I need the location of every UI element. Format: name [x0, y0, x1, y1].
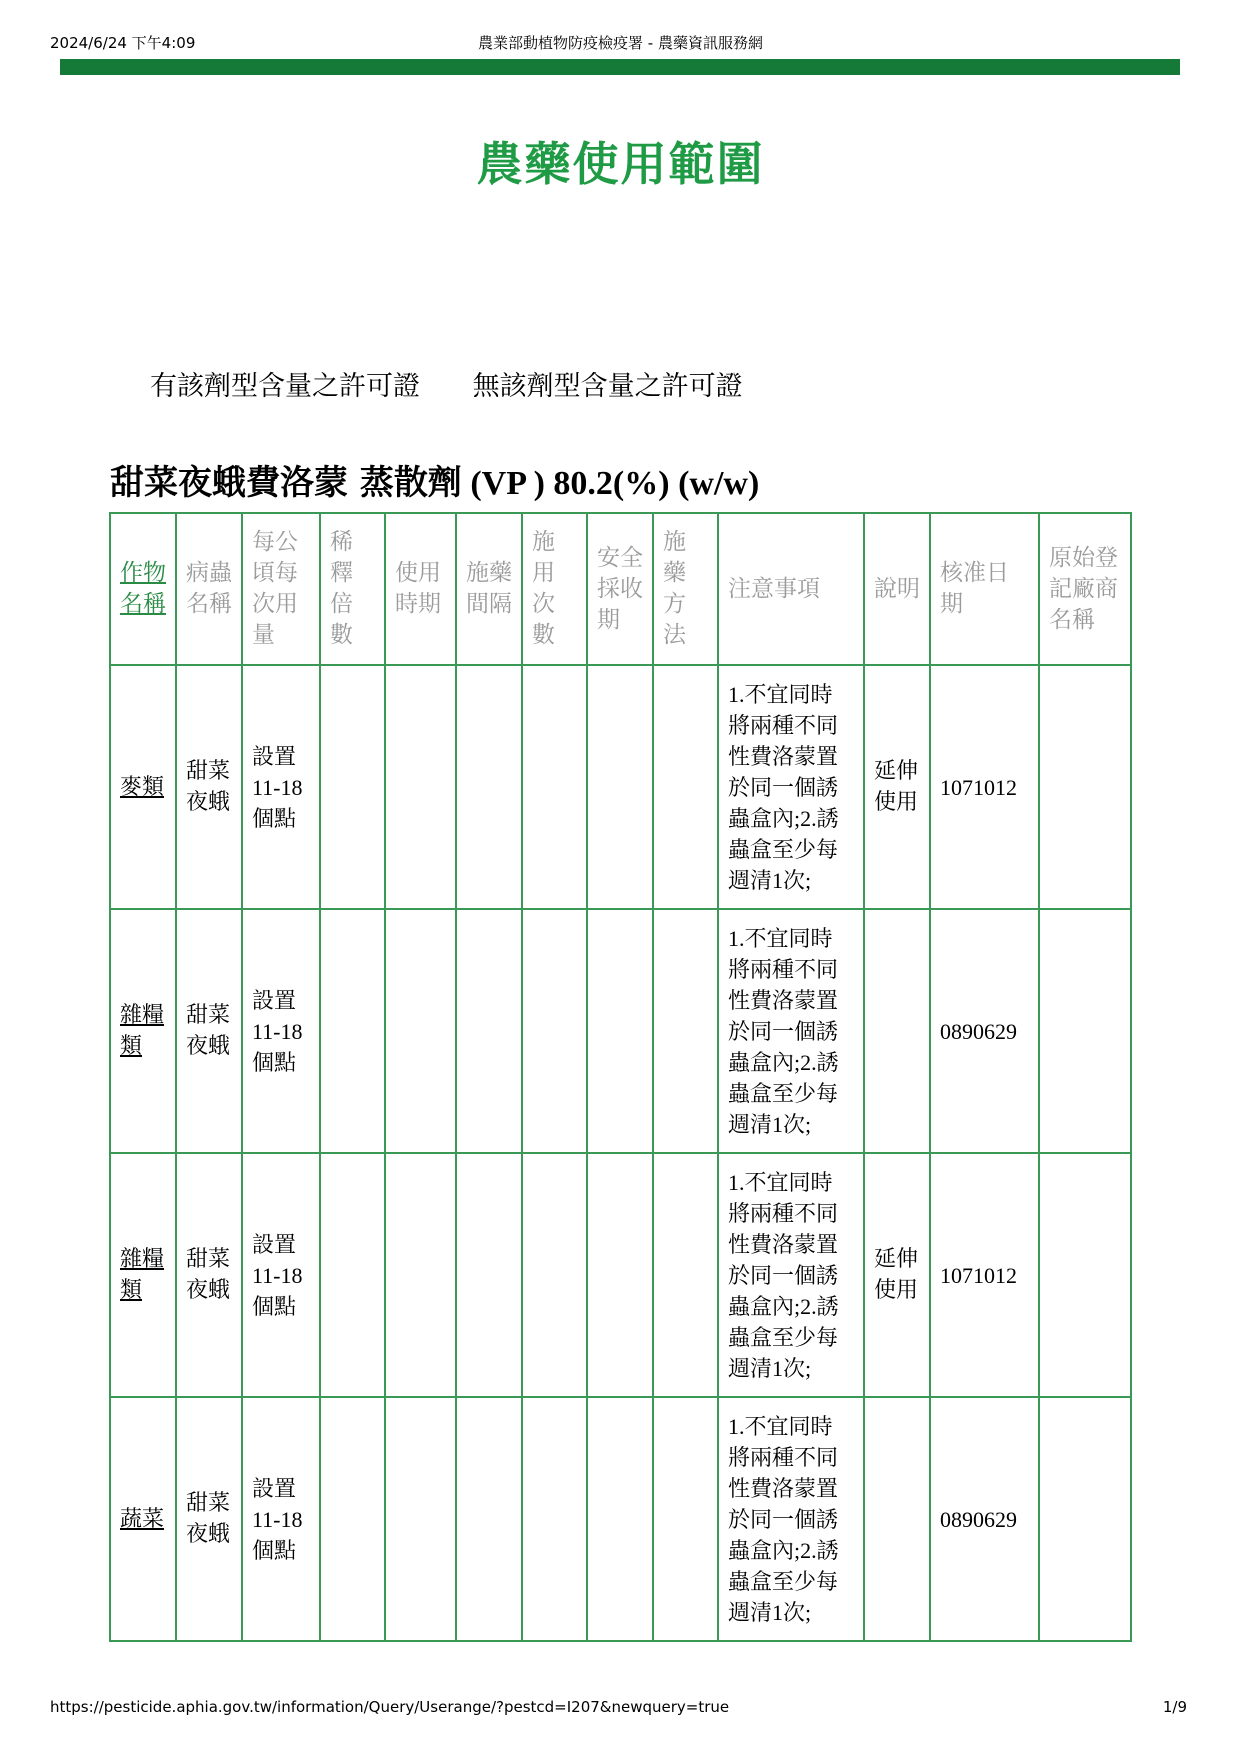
tab-without-license[interactable]: 無該劑型含量之許可證: [472, 371, 743, 402]
approval-date-cell: 1071012: [930, 665, 1039, 909]
timing-cell: [385, 1397, 456, 1641]
tab-with-license[interactable]: 有該劑型含量之許可證: [150, 371, 420, 402]
crop-link[interactable]: 雜糧類: [110, 1153, 176, 1397]
crop-link[interactable]: 雜糧類: [110, 909, 176, 1153]
table-header-row: [110, 513, 1131, 665]
header-phi: 安全採收期: [587, 513, 653, 665]
license-tabs: [150, 364, 787, 403]
approval-date-cell: 1071012: [930, 1153, 1039, 1397]
site-title: 農業部動植物防疫檢疫署 - 農藥資訊服務網: [478, 34, 763, 52]
phi-cell: [587, 1397, 653, 1641]
notes-cell: 1.不宜同時將兩種不同性費洛蒙置於同一個誘蟲盒內;2.誘蟲盒至少每週清1次;: [718, 909, 864, 1153]
interval-cell: [456, 1153, 522, 1397]
dilution-cell: [320, 1153, 385, 1397]
phi-cell: [587, 1153, 653, 1397]
product-heading: [110, 455, 759, 504]
times-cell: [522, 1153, 587, 1397]
remark-cell: 延伸使用: [864, 1153, 930, 1397]
product-formulation: 蒸散劑 (VP ) 80.2(%) (w/w): [359, 465, 760, 502]
header-notes: 注意事項: [718, 513, 864, 665]
registrant-cell: [1039, 1153, 1131, 1397]
dose-cell: 設置11-18個點: [242, 1153, 320, 1397]
remark-cell: [864, 909, 930, 1153]
notes-cell: 1.不宜同時將兩種不同性費洛蒙置於同一個誘蟲盒內;2.誘蟲盒至少每週清1次;: [718, 665, 864, 909]
phi-cell: [587, 665, 653, 909]
header-method: 施藥方法: [653, 513, 718, 665]
registrant-cell: [1039, 1397, 1131, 1641]
usage-table: [109, 512, 1132, 1642]
dose-cell: 設置11-18個點: [242, 909, 320, 1153]
header-times: 施用次數: [522, 513, 587, 665]
header-interval: 施藥間隔: [456, 513, 522, 665]
page-number: 1/9: [1162, 1698, 1187, 1716]
phi-cell: [587, 909, 653, 1153]
times-cell: [522, 665, 587, 909]
pest-cell: 甜菜夜蛾: [176, 1397, 242, 1641]
notes-cell: 1.不宜同時將兩種不同性費洛蒙置於同一個誘蟲盒內;2.誘蟲盒至少每週清1次;: [718, 1397, 864, 1641]
pest-cell: 甜菜夜蛾: [176, 1153, 242, 1397]
table-row: [110, 1397, 1131, 1641]
timing-cell: [385, 1153, 456, 1397]
notes-cell: 1.不宜同時將兩種不同性費洛蒙置於同一個誘蟲盒內;2.誘蟲盒至少每週清1次;: [718, 1153, 864, 1397]
registrant-cell: [1039, 665, 1131, 909]
header-crop[interactable]: 作物名稱: [110, 513, 176, 665]
page-title: 農藥使用範圍: [476, 137, 765, 191]
times-cell: [522, 909, 587, 1153]
print-datetime: 2024/6/24 下午4:09: [50, 34, 196, 52]
dose-cell: 設置11-18個點: [242, 665, 320, 909]
dilution-cell: [320, 1397, 385, 1641]
times-cell: [522, 1397, 587, 1641]
table-row: [110, 665, 1131, 909]
approval-date-cell: 0890629: [930, 909, 1039, 1153]
table-row: [110, 1153, 1131, 1397]
footer-url: https://pesticide.aphia.gov.tw/information/Query/Userange/?pestcd=I207&newquery=true: [50, 1698, 730, 1716]
header-bar: [60, 59, 1180, 75]
header-dilution: 稀釋倍數: [320, 513, 385, 665]
pest-cell: 甜菜夜蛾: [176, 909, 242, 1153]
header-approval-date: 核准日期: [930, 513, 1039, 665]
remark-cell: [864, 1397, 930, 1641]
method-cell: [653, 1397, 718, 1641]
timing-cell: [385, 665, 456, 909]
crop-link[interactable]: 麥類: [110, 665, 176, 909]
interval-cell: [456, 665, 522, 909]
dilution-cell: [320, 665, 385, 909]
method-cell: [653, 665, 718, 909]
registrant-cell: [1039, 909, 1131, 1153]
interval-cell: [456, 909, 522, 1153]
header-dose: 每公頃每次用量: [242, 513, 320, 665]
header-pest: 病蟲名稱: [176, 513, 242, 665]
method-cell: [653, 909, 718, 1153]
product-name: 甜菜夜蛾費洛蒙: [110, 463, 348, 503]
table-row: [110, 909, 1131, 1153]
header-remark: 說明: [864, 513, 930, 665]
crop-link[interactable]: 蔬菜: [110, 1397, 176, 1641]
dose-cell: 設置11-18個點: [242, 1397, 320, 1641]
header-registrant: 原始登記廠商名稱: [1039, 513, 1131, 665]
approval-date-cell: 0890629: [930, 1397, 1039, 1641]
remark-cell: 延伸使用: [864, 665, 930, 909]
dilution-cell: [320, 909, 385, 1153]
timing-cell: [385, 909, 456, 1153]
pest-cell: 甜菜夜蛾: [176, 665, 242, 909]
method-cell: [653, 1153, 718, 1397]
header-timing: 使用時期: [385, 513, 456, 665]
interval-cell: [456, 1397, 522, 1641]
